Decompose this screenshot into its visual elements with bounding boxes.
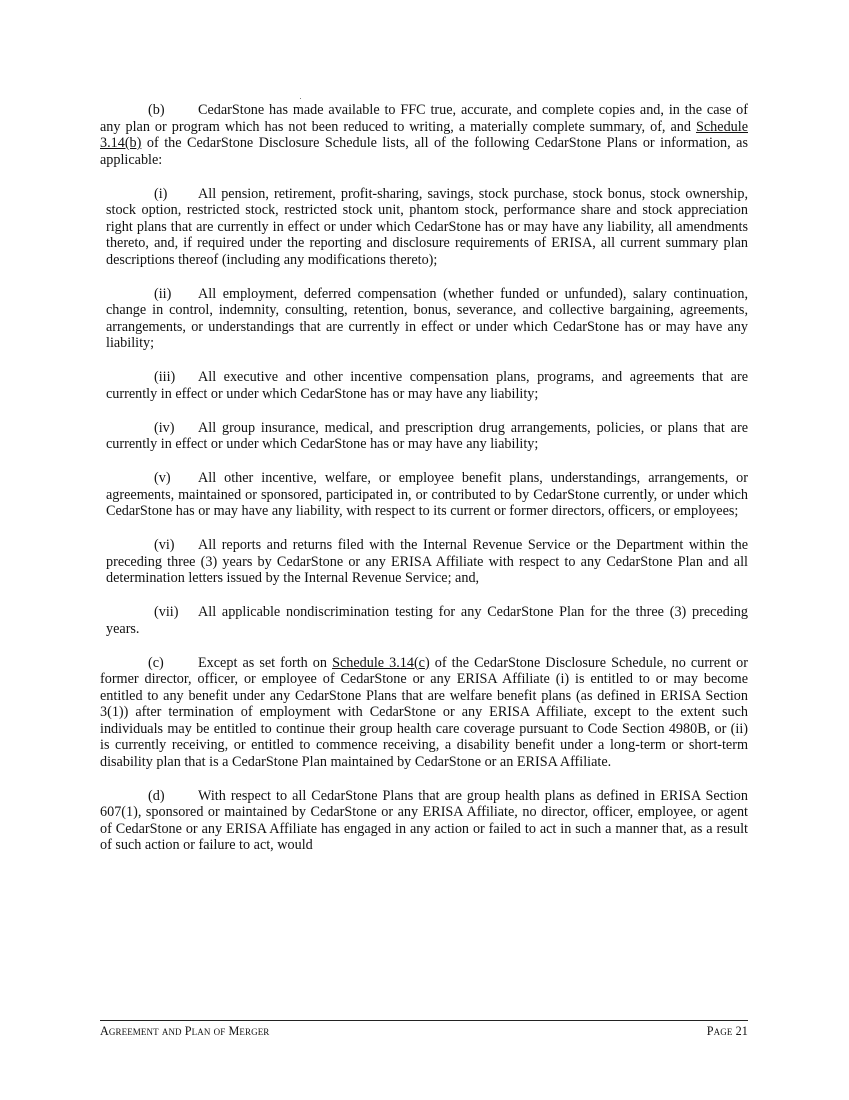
paragraph-text: CedarStone has made available to FFC true, accurate, and complete copies and, in the case of any plan or program which has not been reduced to writing, a materially complete summary, of, and [100, 102, 748, 135]
footer-title: Agreement and Plan of Merger [100, 1024, 270, 1038]
paragraph-text: of the CedarStone Disclosure Schedule, no current or former director, officer, or employee of CedarStone or any ERISA Affiliate (i) is entitled to or may become entitled to any benefit under any CedarStone Plans that are welfare benefit plans (as defined in ERISA Section 3(1)) after termination of employment with CedarStone or any ERISA Affiliate, except to the extent such individuals may be entitled to continue their group health care coverage pursuant to Code Section 4980B, or (ii) is currently receiving, or entitled to commence receiving, a disability benefit under a long-term or short-term disability plan that is a CedarStone Plan maintained by CedarStone or an ERISA Affiliate. [100, 654, 748, 770]
item-number: (ii) [154, 285, 172, 302]
list-item [106, 286, 748, 352]
list-item [106, 369, 748, 402]
paragraph-text: With respect to all CedarStone Plans that are group health plans as defined in ERISA Section 607(1), sponsored or maintained by CedarStone or any ERISA Affiliate, no director, officer, employee, or agent of CedarStone or any ERISA Affiliate has engaged in any action or failed to act in such a manner that, as a result of such action or failure to act, would [100, 787, 748, 853]
paragraph-text: of the CedarStone Disclosure Schedule lists, all of the following CedarStone Plans or information, as applicable: [100, 135, 748, 168]
paragraph-d [100, 788, 748, 854]
list-item [106, 420, 748, 453]
paragraph-text: Except as set forth on [198, 654, 333, 671]
list-item [106, 604, 748, 637]
item-number: (i) [154, 185, 168, 202]
item-text: All reports and returns filed with the Internal Revenue Service or the Department within the preceding three (3) years by CedarStone or any ERISA Affiliate with respect to any CedarStone Plan and all determination letters issued by the Internal Revenue Service; and, [106, 537, 748, 586]
item-number: (v) [154, 470, 171, 486]
page-footer [100, 1020, 748, 1039]
paragraph-number: (d) [148, 787, 165, 804]
paragraph-c [100, 655, 748, 771]
scan-speck [300, 98, 301, 99]
document-body [100, 102, 748, 871]
paragraph-number: (b) [148, 102, 165, 118]
item-number: (vii) [154, 604, 179, 620]
item-text: All executive and other incentive compensation plans, programs, and agreements that are currently in effect or under which CedarStone has or may have any liability; [106, 369, 748, 402]
item-number: (vi) [154, 537, 175, 553]
list-item [106, 186, 748, 269]
item-number: (iv) [154, 419, 175, 436]
schedule-reference: Schedule 3.14(c) [332, 654, 430, 671]
page-number: Page 21 [706, 1024, 748, 1038]
paragraph-number: (c) [148, 654, 164, 671]
item-text: All pension, retirement, profit-sharing, savings, stock purchase, stock bonus, stock ownership, stock option, restricted stock, restricted stock unit, phantom stock, performance share and stock appreciation right plans that are currently in effect or under which CedarStone has or may have any liability, all amendments thereto, and, if required under the reporting and disclosure requirements of ERISA, all current summary plan descriptions thereof (including any modifications thereto); [106, 185, 748, 268]
paragraph-b [100, 102, 748, 168]
schedule-reference: Schedule 3.14(b) [100, 118, 748, 151]
item-text: All other incentive, welfare, or employee benefit plans, understandings, arrangements, or agreements, maintained or sponsored, participated in, or contributed to by CedarStone currently, or under which CedarStone has or may have any liability, with respect to its current or former directors, officers, or employees; [106, 470, 748, 519]
item-text: All employment, deferred compensation (whether funded or unfunded), salary continuation, change in control, indemnity, consulting, retention, bonus, severance, and collective bargaining, agreements, arrangements, or understandings that are currently in effect or under which CedarStone has or may have any liability; [106, 285, 748, 351]
list-item [106, 470, 748, 520]
item-number: (iii) [154, 369, 176, 385]
list-item [106, 537, 748, 587]
item-text: All group insurance, medical, and prescription drug arrangements, policies, or plans that are currently in effect or under which CedarStone has or may have any liability; [106, 419, 748, 452]
item-text: All applicable nondiscrimination testing for any CedarStone Plan for the three (3) preceding years. [106, 604, 748, 637]
